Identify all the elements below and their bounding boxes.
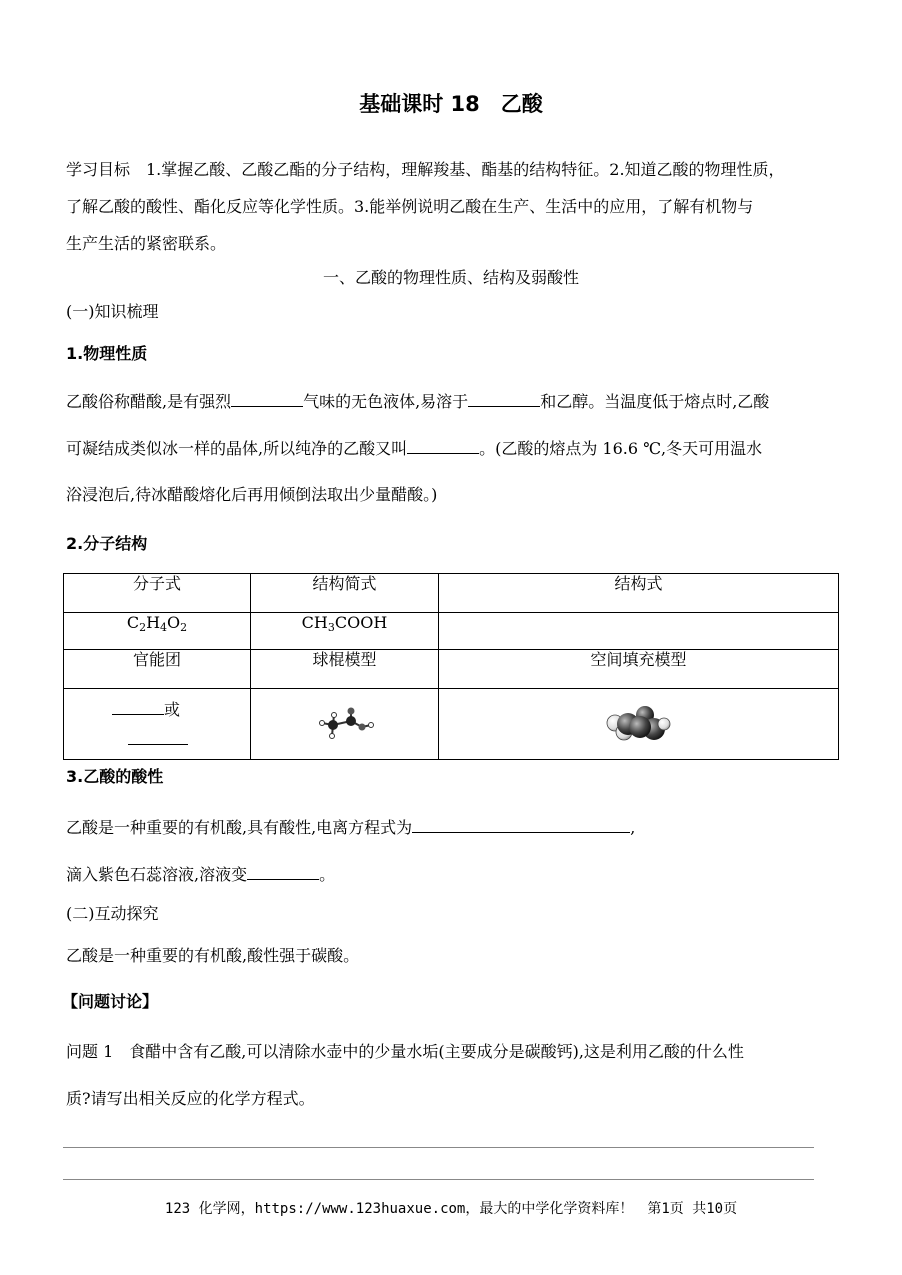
answer-blank-ionization-equation[interactable] (412, 817, 630, 833)
physical-line-2 (66, 438, 762, 459)
answer-line-2[interactable] (63, 1179, 814, 1180)
discussion-heading: 【问题讨论】 (62, 992, 159, 1011)
answer-blank-odor[interactable] (231, 391, 303, 407)
header-functional-group: 官能团 (64, 650, 251, 689)
answer-blank-glacial[interactable] (407, 438, 479, 454)
cell-ball-stick-model (251, 689, 439, 760)
answer-blank-litmus-color[interactable] (247, 864, 319, 880)
answer-blank-functional-group-1[interactable] (112, 699, 164, 715)
acidity-text-1: 乙酸是一种重要的有机酸,具有酸性,电离方程式为 (66, 818, 413, 837)
acidity-text-2a: 滴入紫色石蕊溶液,溶液变 (66, 865, 248, 884)
physical-text-1b: 气味的无色液体,易溶于 (303, 392, 469, 411)
space-filling-model-image (604, 699, 674, 747)
cell-condensed-formula: $CH_3COOH$ (251, 613, 439, 650)
cell-structural-formula[interactable] (439, 613, 839, 650)
objectives-line-3: 生产生活的紧密联系。 (66, 234, 227, 253)
physical-text-1c: 和乙醇。当温度低于熔点时,乙酸 (540, 392, 770, 411)
acidity-heading: 3.乙酸的酸性 (66, 767, 164, 786)
physical-heading: 1.物理性质 (66, 344, 148, 363)
header-molecular-formula: 分子式 (64, 574, 251, 613)
structure-heading: 2.分子结构 (66, 534, 148, 553)
acidity-line-2 (66, 864, 335, 885)
physical-text-2b: 。(乙酸的熔点为 16.6 ℃,冬天可用温水 (479, 439, 763, 458)
part2-text: 乙酸是一种重要的有机酸,酸性强于碳酸。 (66, 946, 360, 965)
part-label-knowledge: (一)知识梳理 (66, 302, 159, 321)
page-footer: 123 化学网，https://www.123huaxue.com，最大的中学化学资料库！ 第1页 共10页 (164, 1201, 738, 1217)
header-structural-formula: 结构式 (439, 574, 839, 613)
acidity-text-1-end: , (630, 818, 636, 837)
answer-line-1[interactable] (63, 1147, 814, 1148)
physical-text-2a: 可凝结成类似冰一样的晶体,所以纯净的乙酸又叫 (66, 439, 408, 458)
cell-functional-group (64, 689, 251, 760)
header-ball-stick-model: 球棍模型 (251, 650, 439, 689)
answer-blank-functional-group-2[interactable] (128, 729, 188, 745)
acidity-text-2b: 。 (319, 865, 336, 884)
cell-molecular-formula: $C_2H_4O_2$ (64, 613, 251, 650)
part-label-explore: (二)互动探究 (66, 904, 159, 923)
question-1-line-2: 质?请写出相关反应的化学方程式。 (66, 1089, 315, 1108)
question-1-line-1: 问题 1 食醋中含有乙酸,可以清除水壶中的少量水垢(主要成分是碳酸钙),这是利用乙酸的什么性 (66, 1042, 744, 1061)
physical-text-1a: 乙酸俗称醋酸,是有强烈 (66, 392, 232, 411)
header-condensed-formula: 结构简式 (251, 574, 439, 613)
section-heading: 一、乙酸的物理性质、结构及弱酸性 (322, 268, 579, 287)
objectives-line-2: 了解乙酸的酸性、酯化反应等化学性质。3.能举例说明乙酸在生产、生活中的应用，了解有机物与 (66, 197, 754, 216)
functional-or-text: 或 (164, 700, 181, 719)
physical-line-1 (66, 391, 769, 412)
objectives-line-1: 学习目标 1.掌握乙酸、乙酸乙酯的分子结构，理解羧基、酯基的结构特征。2.知道乙酸的物理性质， (66, 160, 785, 179)
molecular-structure-table (63, 573, 839, 760)
cell-space-filling-model (439, 689, 839, 760)
header-space-filling-model: 空间填充模型 (439, 650, 839, 689)
physical-line-3: 浴浸泡后,待冰醋酸熔化后再用倾倒法取出少量醋酸。) (66, 485, 438, 504)
page-title: 基础课时 18 乙酸 (359, 92, 543, 116)
ball-stick-model-image (310, 703, 380, 743)
acidity-line-1 (66, 817, 635, 838)
answer-blank-solvent[interactable] (468, 391, 540, 407)
